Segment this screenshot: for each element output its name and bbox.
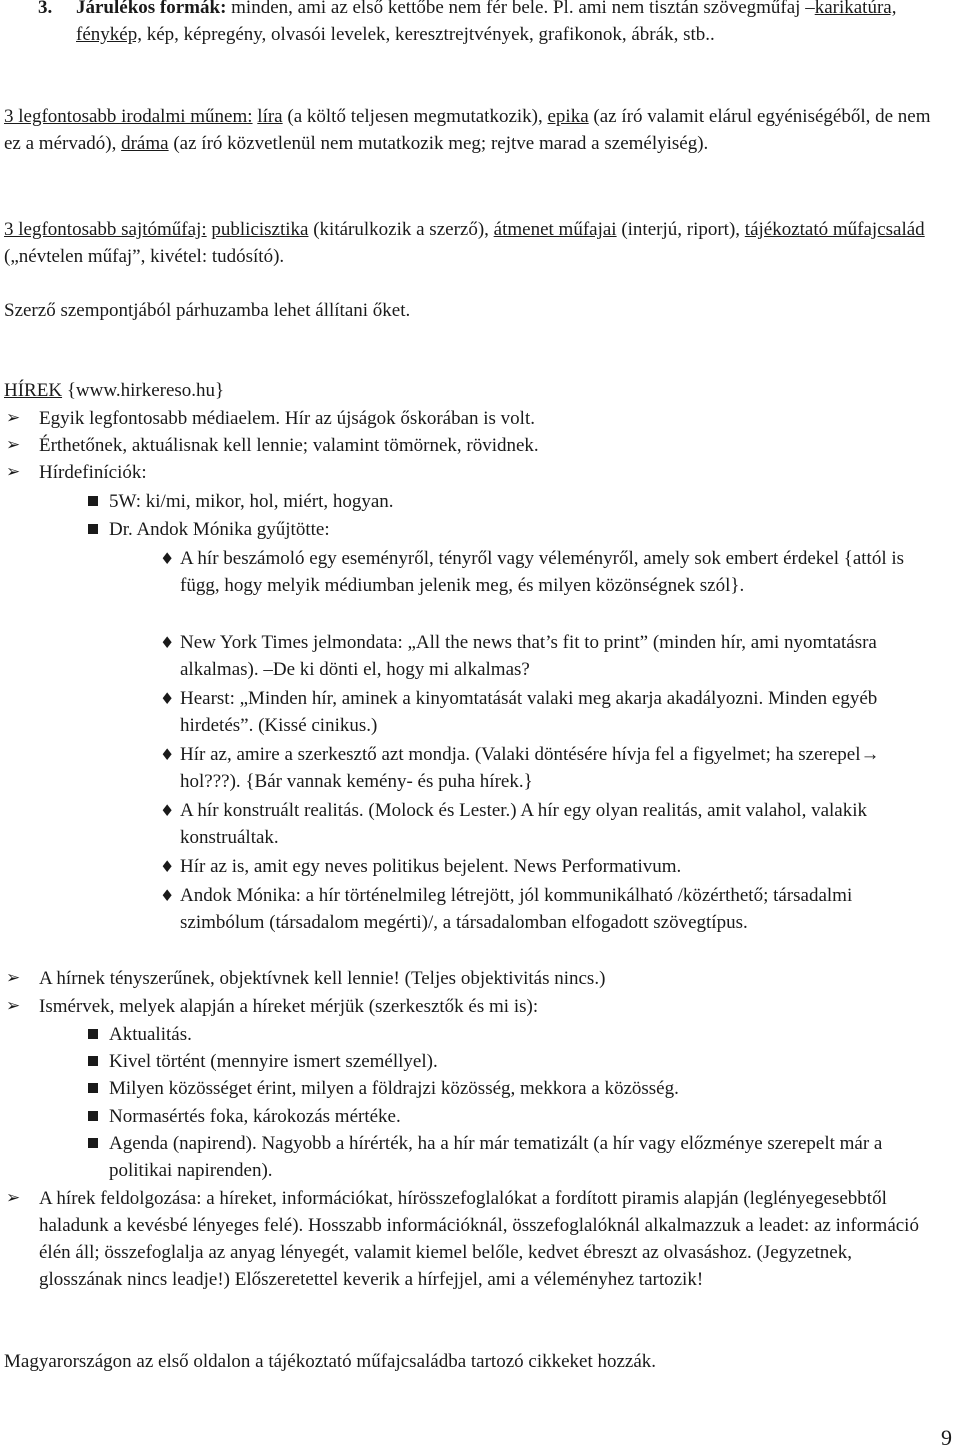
list-item: Milyen közösséget érint, milyen a földrajzi közösség, mekkora a közösség.: [88, 1075, 938, 1102]
list-item: ♦ A hír konstruált realitás. (Molock és Lester.) A hír egy olyan realitás, amit valahol, valakik konstruáltak.: [160, 797, 940, 851]
diamond-bullet-icon: ♦: [160, 549, 175, 568]
list-item: ♦ Hearst: „Minden hír, aminek a kinyomtatását valaki meg akarja akadályozni. Minden egyéb hirdetés”. (Kissé cinikus.): [160, 685, 940, 739]
diamond-bullet-icon: ♦: [160, 745, 175, 764]
list-item: Normasértés foka, károkozás mértéke.: [88, 1103, 938, 1130]
square-bullet-icon: [88, 1111, 98, 1121]
paragraph-sajtomufaj: 3 legfontosabb sajtóműfaj: publicisztika (kitárulkozik a szerző), átmenet műfajai (interjú, riport), tájékoztató műfajcsalád („névtelen műfaj”, kivétel: tudósító).: [4, 219, 925, 267]
list-item: ♦ A hír beszámoló egy eseményről, tényről vagy véleményről, amely sok embert érdekel {attól is függ, hogy melyik médiumban jelenik meg, és milyen közönségnek szól}.: [160, 545, 940, 599]
diamond-bullet-icon: ♦: [160, 801, 175, 820]
diamond-bullet-icon: ♦: [160, 886, 175, 905]
hirek-title: HÍREK: [4, 380, 63, 401]
list-item: ➢ Ismérvek, melyek alapján a híreket mérjük (szerkesztők és mi is):: [6, 993, 936, 1020]
square-bullet-icon: [88, 496, 98, 506]
closing-paragraph: Magyarországon az első oldalon a tájékoztató műfajcsaládba tartozó cikkeket hozzák.: [4, 1351, 657, 1372]
list-item: Aktualitás.: [88, 1021, 938, 1048]
item-label: Járulékos formák:: [76, 0, 227, 18]
item-number: 3.: [38, 0, 53, 18]
list-item: Dr. Andok Mónika gyűjtötte:: [88, 516, 938, 543]
list-item: Agenda (napirend). Nagyobb a hírérték, ha a hír már tematizált (a hír vagy előzménye szerepelt már a politikai napirenden).: [88, 1130, 938, 1184]
diamond-bullet-icon: ♦: [160, 633, 175, 652]
tajekoztato-term: tájékoztató műfajcsalád: [744, 219, 925, 240]
square-bullet-icon: [88, 1029, 98, 1039]
fenykep-term: fénykép,: [76, 24, 142, 45]
hirek-heading: [4, 377, 944, 404]
arrow-bullet-icon: ➢: [6, 462, 21, 482]
karikatura-term: karikatúra,: [814, 0, 897, 18]
square-bullet-icon: [88, 1056, 98, 1066]
list-item: Kivel történt (mennyire ismert személlyel).: [88, 1048, 938, 1075]
arrow-bullet-icon: ➢: [6, 435, 21, 455]
arrow-bullet-icon: ➢: [6, 968, 21, 988]
hirek-source: {www.hirkereso.hu}: [62, 380, 225, 401]
arrow-bullet-icon: ➢: [6, 996, 21, 1016]
list-item: ➢ Érthetőnek, aktuálisnak kell lennie; valamint tömörnek, rövidnek.: [6, 432, 936, 459]
atmenet-term: átmenet műfajai: [493, 219, 617, 240]
diamond-bullet-icon: ♦: [160, 689, 175, 708]
arrow-bullet-icon: ➢: [6, 1188, 21, 1208]
numbered-item-3: [38, 0, 938, 48]
diamond-bullet-icon: ♦: [160, 857, 175, 876]
list-item: ♦ Andok Mónika: a hír történelmileg létrejött, jól kommunikálható /közérthető; társadalmi szimbólum (társadalom megérti)/, a társadalomban elfogadott szövegtípus.: [160, 882, 940, 936]
list-item: ➢ Hírdefiníciók:: [6, 459, 936, 486]
square-bullet-icon: [88, 1083, 98, 1093]
square-bullet-icon: [88, 524, 98, 534]
drama-term: dráma: [121, 133, 169, 154]
item-3-text: Járulékos formák: minden, ami az első kettőbe nem fér bele. Pl. ami nem tisztán szövegműfaj –karikatúra, fénykép, kép, képregény, olvasói levelek, keresztrejtvények, grafikonok, ábrák, stb..: [76, 0, 938, 48]
list-item: ♦ Hír az is, amit egy neves politikus bejelent. News Performativum.: [160, 853, 940, 880]
square-bullet-icon: [88, 1138, 98, 1148]
page-number: 9: [941, 1425, 952, 1450]
list-item: ♦ Hír az, amire a szerkesztő azt mondja. (Valaki döntésére hívja fel a figyelmet; ha szerepel→ hol???). {Bár vannak kemény- és puha hírek.}: [160, 741, 940, 795]
list-item: 5W: ki/mi, mikor, hol, miért, hogyan.: [88, 488, 938, 515]
paragraph-irodalmi-munem: 3 legfontosabb irodalmi műnem: líra (a költő teljesen megmutatkozik), epika (az író valamit elárul egyéniségéből, de nem ez a mérvadó), dráma (az író közvetlenül nem mutatkozik meg; rejtve marad a személyiség).: [4, 106, 931, 154]
list-item: ➢ A hírnek tényszerűnek, objektívnek kell lennie! (Teljes objektivitás nincs.): [6, 965, 936, 992]
list-item: ➢ Egyik legfontosabb médiaelem. Hír az újságok őskorában is volt.: [6, 405, 936, 432]
list-item: ➢ A hírek feldolgozása: a híreket, információkat, hírösszefoglalókat a fordított piramis alapján (leglényegesebbtől haladunk a kevésbé lényeges felé). Hosszabb információknál, összefoglalóknál alkalmazzuk a leadet: az információ élén áll; összefoglalja az anyag lényegét, valamit kiemel belőle, kedvet ébreszt az olvasáshoz. (Jegyzetnek, glosszának nincs leadje!) Előszeretettel keverik a hírfejjel, ami a véleményhez tartozik!: [6, 1185, 936, 1293]
lira-term: líra: [257, 106, 283, 127]
list-item: ♦ New York Times jelmondata: „All the news that’s fit to print” (minden hír, ami nyomtatásra alkalmas). –De ki dönti el, hogy mi alkalmas?: [160, 629, 940, 683]
epika-term: epika: [547, 106, 589, 127]
arrow-bullet-icon: ➢: [6, 408, 21, 428]
paragraph-szerzo: Szerző szempontjából párhuzamba lehet állítani őket.: [4, 300, 411, 321]
publicisztika-term: publicisztika: [211, 219, 309, 240]
